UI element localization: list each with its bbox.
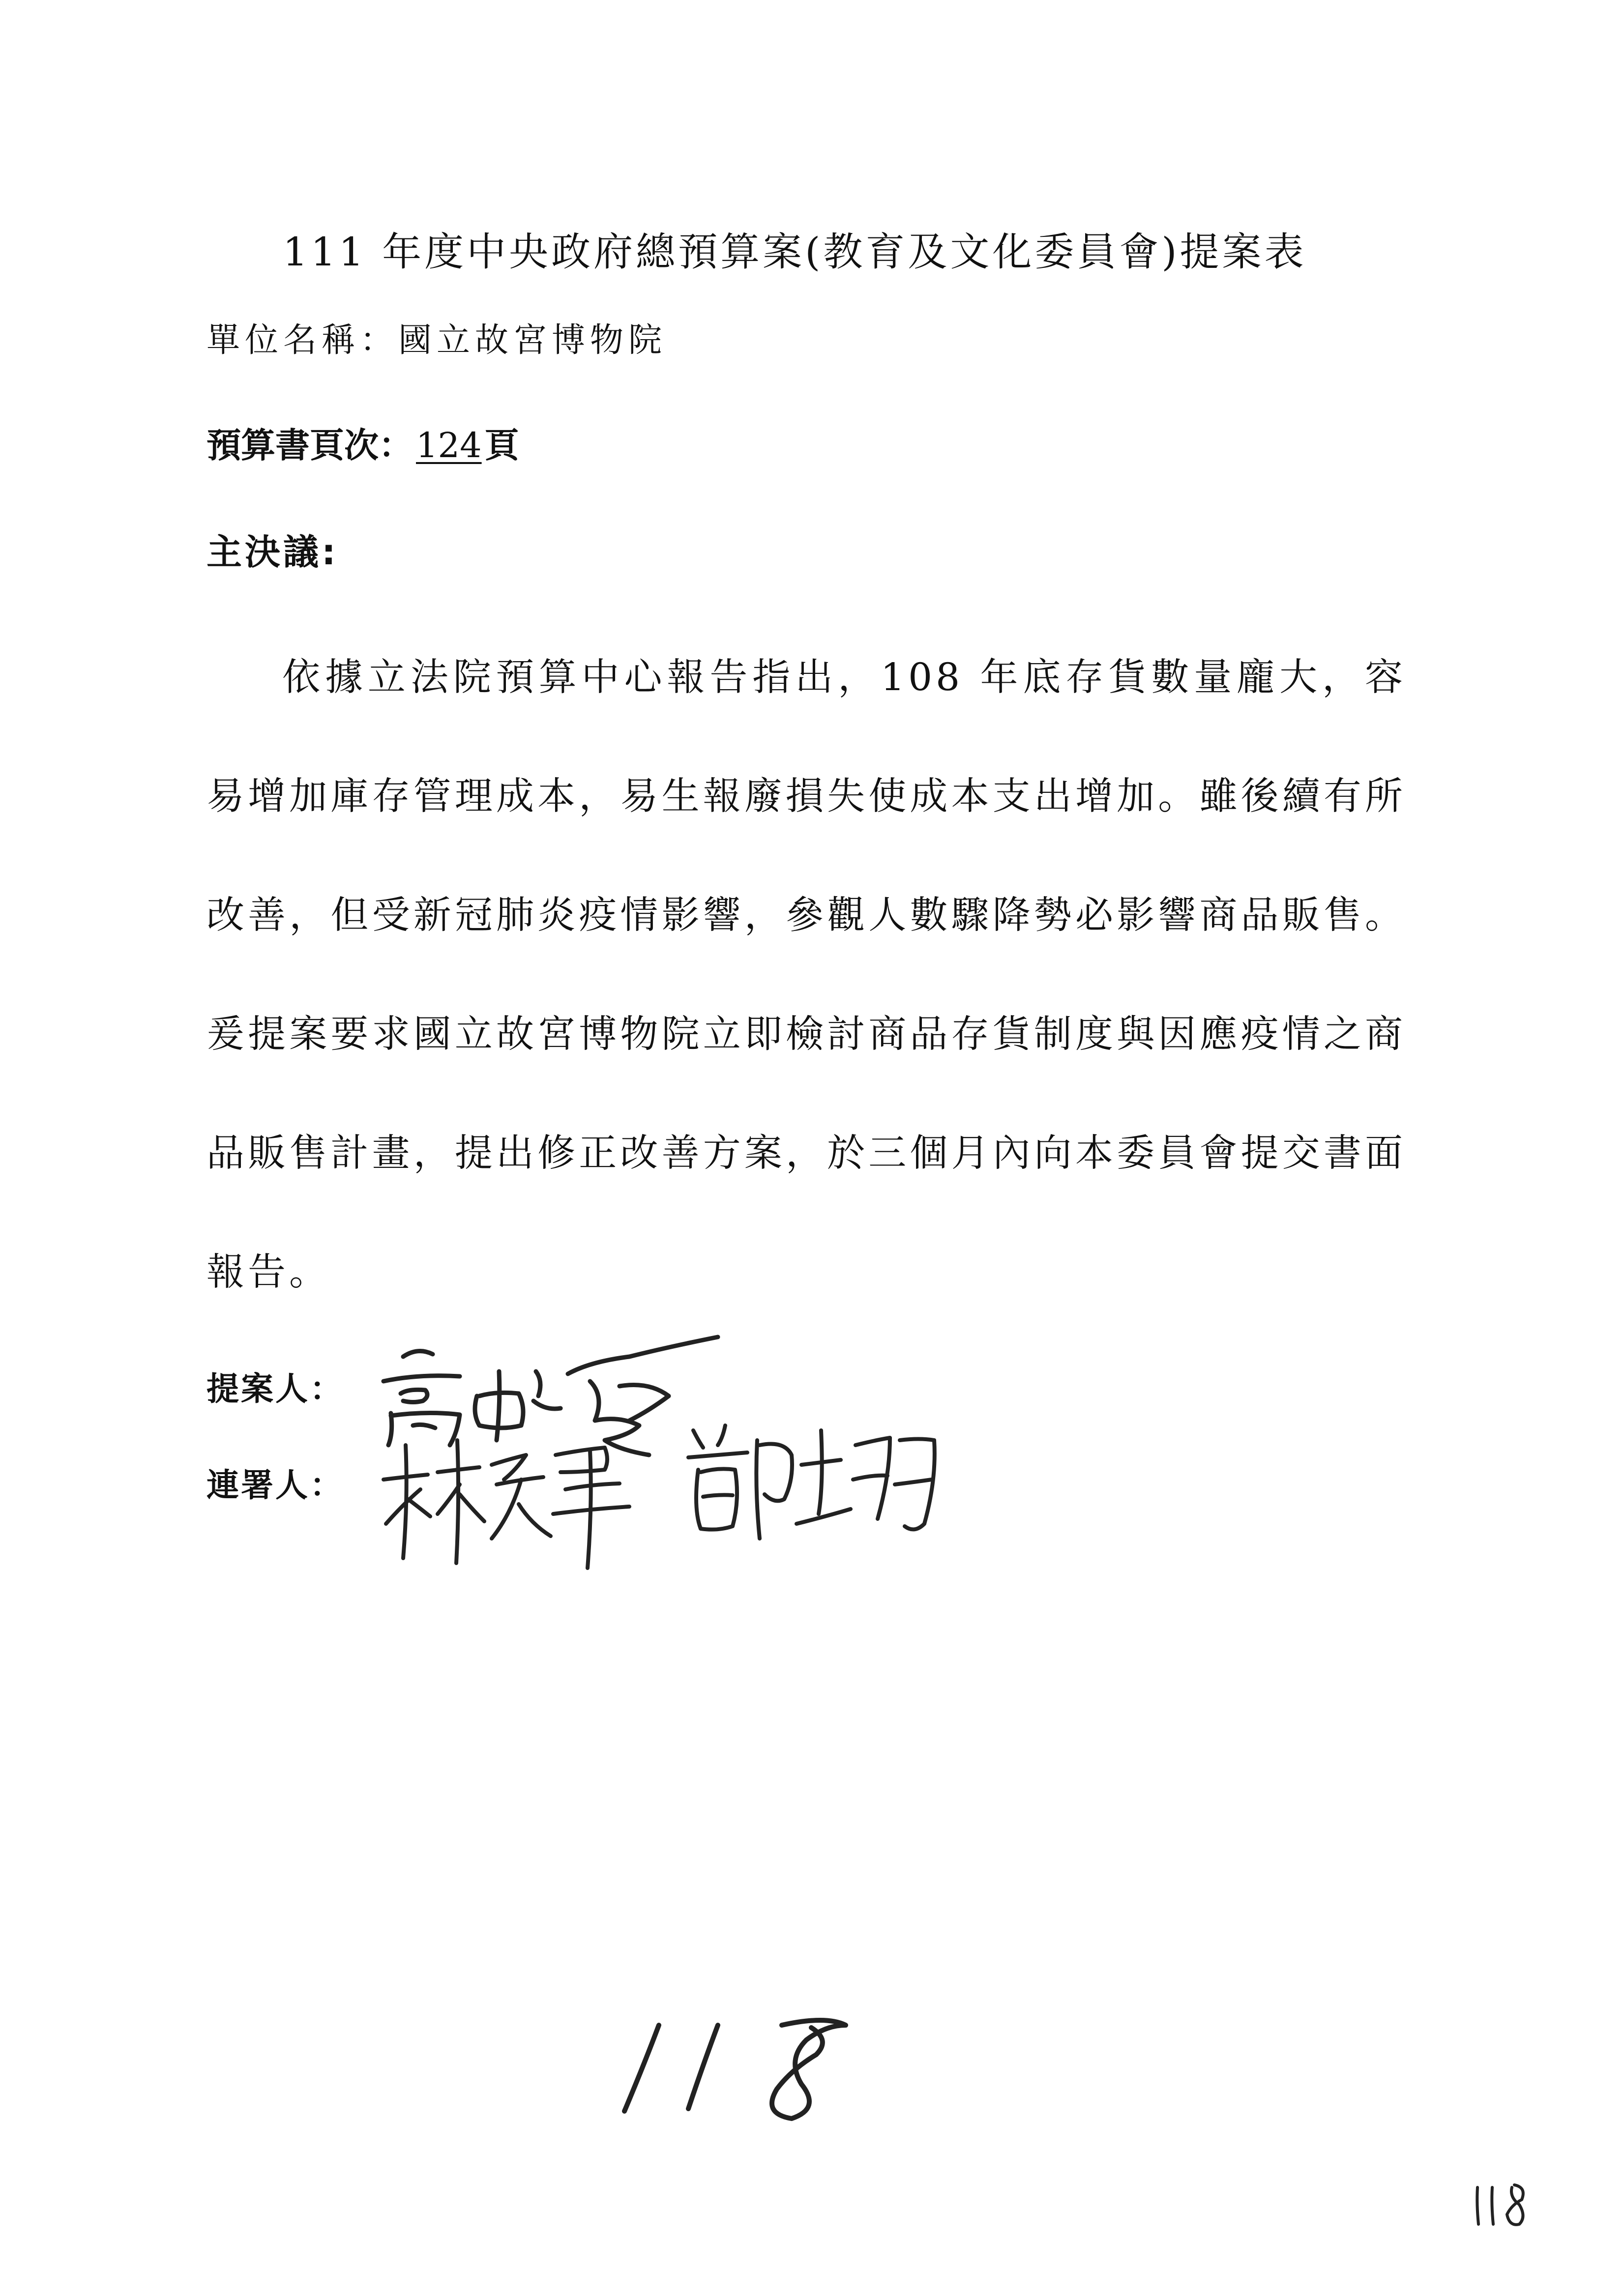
budget-page-label: 預算書頁次： [207,425,413,465]
handwritten-page-number [615,2005,870,2123]
resolution-heading: 主決議: [207,531,339,573]
budget-page-unit: 頁 [484,425,519,465]
budget-page-number: 124 [416,425,482,465]
corner-page-number [1468,2178,1532,2232]
proposer-label: 提案人： [207,1370,344,1408]
agency-label: 單位名稱： [207,321,399,360]
cosigner-signature-1 [374,1425,649,1573]
cosigner-signature-2 [679,1411,944,1558]
agency-line [207,314,667,361]
cosigner-label: 連署人： [207,1466,344,1504]
agency-name: 國立故宮博物院 [398,321,667,360]
resolution-text: 依據立法院預算中心報告指出，108 年底存貨數量龐大，容易增加庫存管理成本，易生報廢損失使成本支出增加。雖後續有所改善，但受新冠肺炎疫情影響，參觀人數驟降勢必影響商品販售。爰提案要求國立故宮博物院立即檢討商品存貨制度與因應疫情之商品販售計畫，提出修正改善方案，於三個月內向本委員會提交書面報告。 [207,656,1406,1294]
budget-page-line [207,418,519,467]
document-title: 111 年度中央政府總預算案(教育及文化委員會)提案表 [283,229,1307,275]
